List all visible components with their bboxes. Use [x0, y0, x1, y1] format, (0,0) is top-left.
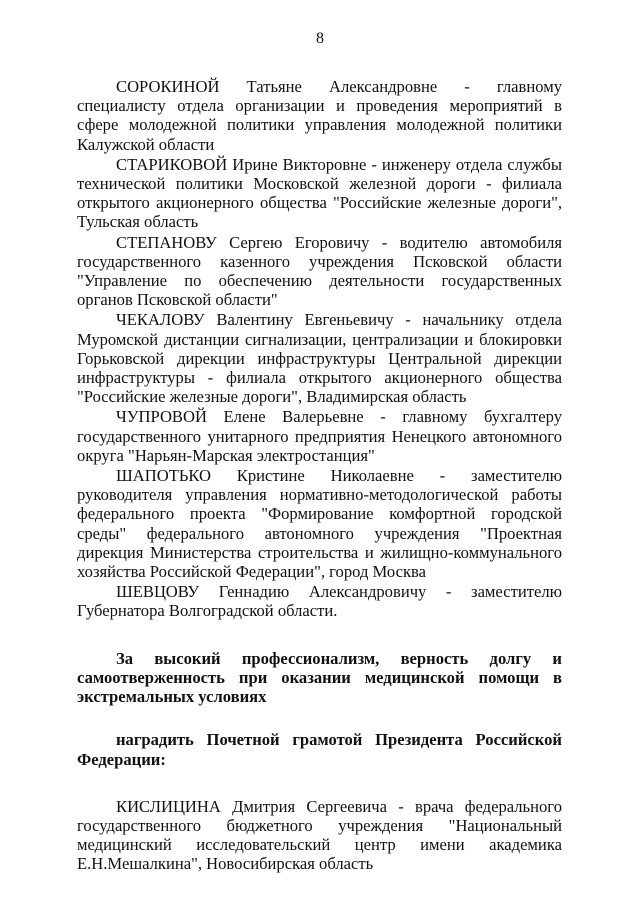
entry-sorokina: СОРОКИНОЙ Татьяне Александровне - главному специалисту отдела организации и проведения мероприятий в сфере молодежной политики управления молодежной политики Калужской области — [77, 77, 562, 154]
entry-starikova: СТАРИКОВОЙ Ирине Викторовне - инженеру отдела службы технической политики Московской железной дороги - филиала открытого акционерного общества "Российские железные дороги", Тульская область — [77, 154, 562, 232]
entry-shevtsov: ШЕВЦОВУ Геннадию Александровичу - заместителю Губернатора Волгоградской области. — [77, 582, 562, 621]
entry-kislitsin: КИСЛИЦИНА Дмитрия Сергеевича - врача федерального государственного бюджетного учреждения "Национальный медицинский исследовательский центр имени академика Е.Н.Мешалкина", Новосибирская область — [77, 796, 562, 874]
entry-shapotko: ШАПОТЬКО Кристине Николаевне - заместителю руководителя управления нормативно-методологической работы федерального проекта "Формирование комфортной городской среды" федерального автономного учреждения "Проектная дирекция Министерства строительства и жилищно-коммунального хозяйства Российской Федерации", город Москва — [77, 466, 562, 582]
entry-chekalov: ЧЕКАЛОВУ Валентину Евгеньевичу - начальнику отдела Муромской дистанции сигнализации, централизации и блокировки Горьковской дирекции инфраструктуры Центральной дирекции инфраструктуры - филиала открытого акционерного общества "Российские железные дороги", Владимирская область — [77, 310, 562, 407]
page-number: 8 — [316, 30, 324, 47]
award-decree: наградить Почетной грамотой Президента Российской Федерации: — [77, 730, 562, 769]
award-reason: За высокий профессионализм, верность долгу и самоотверженность при оказании медицинской помощи в экстремальных условиях — [77, 648, 562, 707]
entry-stepanov: СТЕПАНОВУ Сергею Егоровичу - водителю автомобиля государственного казенного учреждения Псковской области "Управление по обеспечению деятельности государственных органов Псковской области" — [77, 232, 562, 310]
document-body — [77, 77, 562, 875]
entry-chuprova: ЧУПРОВОЙ Елене Валерьевне - главному бухгалтеру государственного унитарного предприятия Ненецкого автономного округа "Нарьян-Марская электростанция" — [77, 407, 562, 465]
